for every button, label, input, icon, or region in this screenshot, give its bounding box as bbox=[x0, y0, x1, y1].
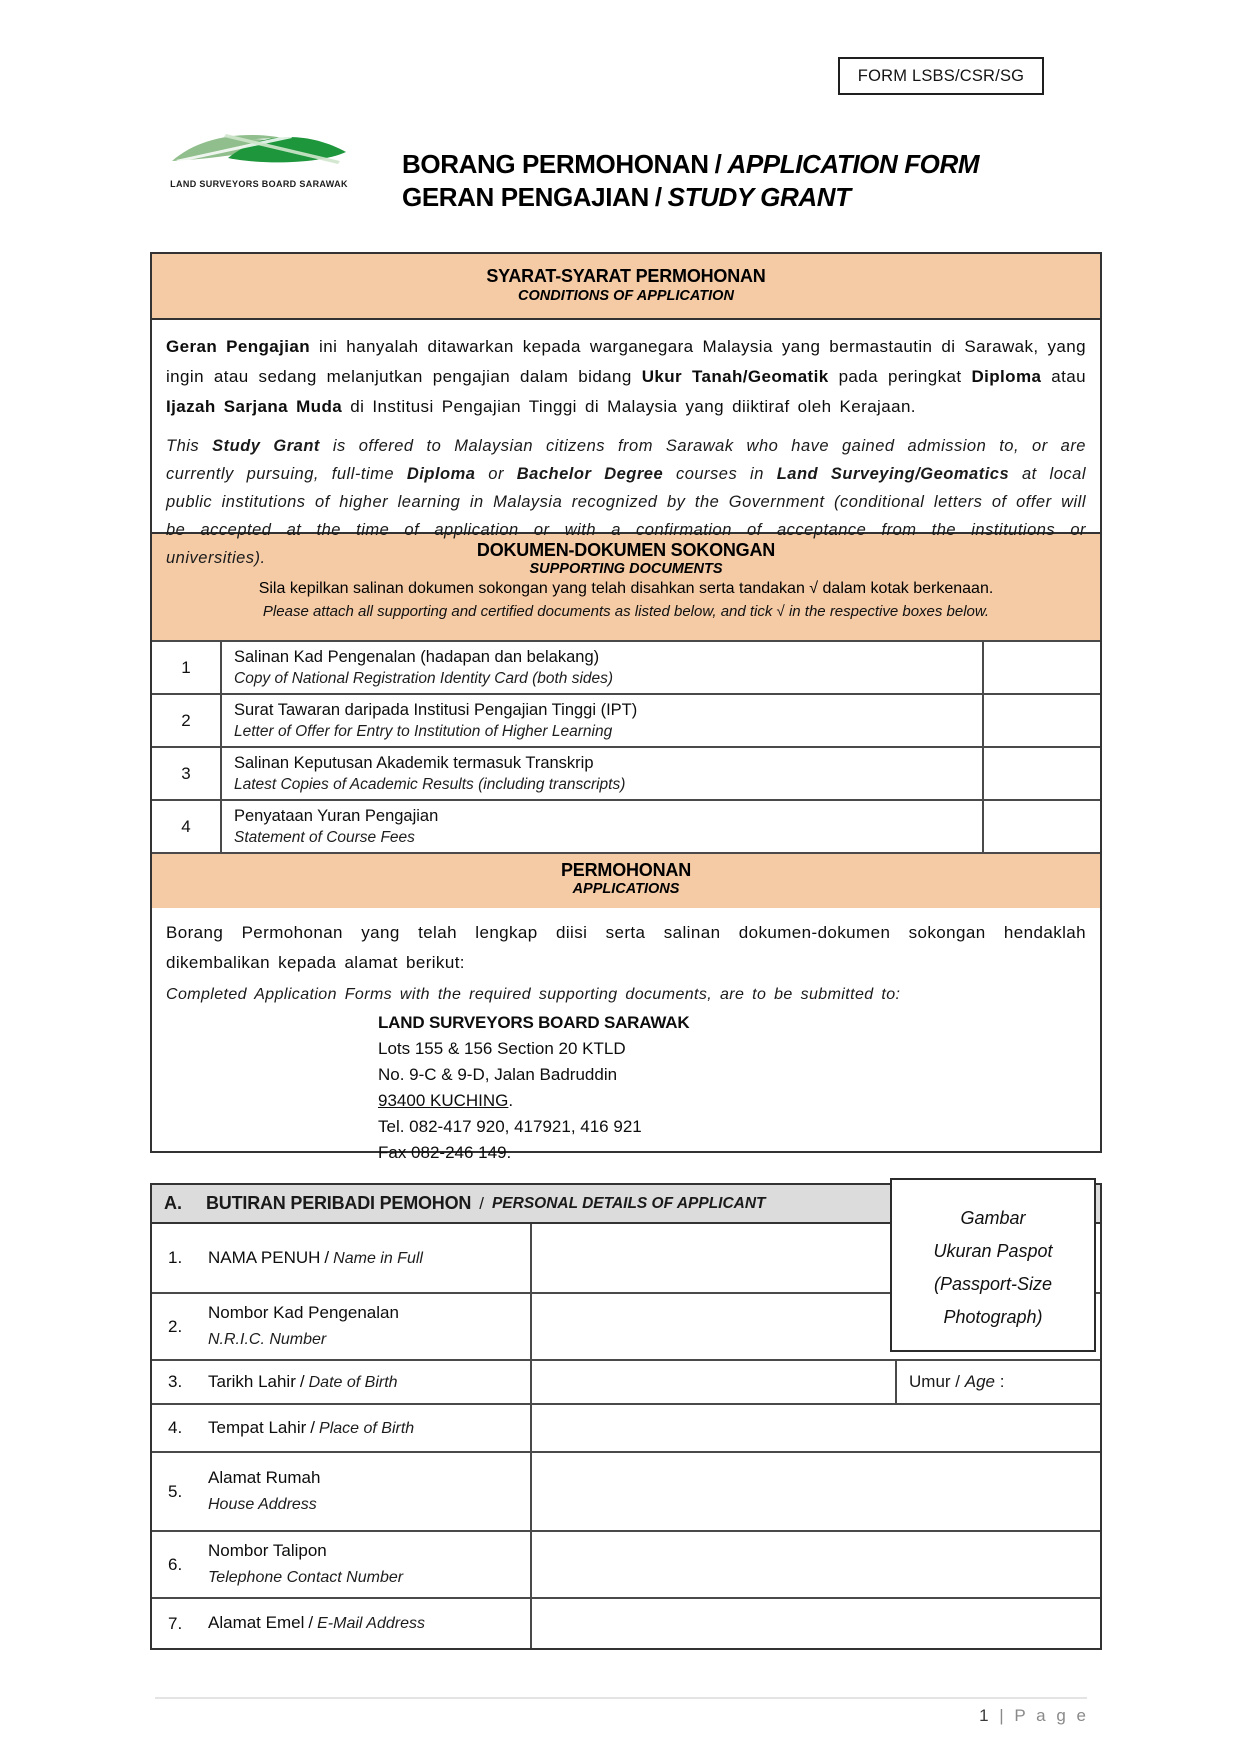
documents-header bbox=[152, 534, 1100, 640]
cond-en-bold-2: Diploma bbox=[406, 465, 476, 483]
page-number-value: 1 bbox=[979, 1706, 992, 1725]
documents-note-my: Sila kepilkan salinan dokumen sokongan yang telah disahkan serta tandakan √ dalam kotak berkenaan. bbox=[258, 580, 994, 597]
document-desc-en: Latest Copies of Academic Results (including transcripts) bbox=[234, 776, 626, 793]
cond-en-bold-1: Study Grant bbox=[212, 437, 320, 455]
place-of-birth-field[interactable] bbox=[530, 1405, 1100, 1451]
title-my-1: BORANG PERMOHONAN bbox=[402, 149, 709, 179]
age-label-colon: : bbox=[999, 1372, 1005, 1391]
section-a-heading-en: PERSONAL DETAILS OF APPLICANT bbox=[491, 1194, 766, 1212]
cond-en-text-2: is offered to Malaysian citizens from Sarawak who have gained admission to, or are currently pursuing, full-time bbox=[166, 437, 1086, 483]
form-title bbox=[402, 148, 979, 214]
row-label-text bbox=[208, 1538, 403, 1591]
label-en: Telephone Contact Number bbox=[208, 1569, 404, 1586]
cond-en-text-3: or bbox=[475, 465, 517, 483]
label-my: Tempat Lahir bbox=[208, 1417, 307, 1437]
address-line-1: Lots 155 & 156 Section 20 KTLD bbox=[378, 1039, 626, 1058]
main-form-box bbox=[150, 252, 1102, 1162]
documents-note-en: Please attach all supporting and certified documents as listed below, and tick √ in the respective boxes below. bbox=[262, 603, 990, 620]
document-desc-my: Salinan Keputusan Akademik termasuk Transkrip bbox=[234, 754, 594, 772]
cond-en-text-4: courses in bbox=[663, 465, 777, 483]
row-label bbox=[152, 1453, 530, 1530]
document-number: 2 bbox=[181, 710, 191, 730]
cond-en-text-1: This bbox=[166, 437, 213, 455]
address-city-line bbox=[378, 1088, 1086, 1114]
form-code-text: FORM LSBS/CSR/SG bbox=[857, 66, 1025, 85]
conditions-paragraph-my bbox=[166, 332, 1086, 422]
address-line-2: No. 9-C & 9-D, Jalan Badruddin bbox=[378, 1065, 618, 1084]
address-fax: Fax 082-246 149. bbox=[378, 1143, 512, 1162]
label-my: Alamat Rumah bbox=[208, 1468, 321, 1487]
row-house-address bbox=[152, 1451, 1100, 1530]
house-address-field[interactable] bbox=[530, 1453, 1100, 1530]
submission-address bbox=[378, 1010, 1086, 1166]
form-code-box bbox=[838, 57, 1044, 95]
document-description bbox=[220, 642, 984, 693]
address-city-period: . bbox=[508, 1091, 514, 1110]
document-desc-en: Copy of National Registration Identity Card (both sides) bbox=[234, 670, 614, 687]
section-a-separator: / bbox=[479, 1193, 484, 1213]
age-label-en: Age bbox=[964, 1372, 996, 1391]
age-label-separator: / bbox=[955, 1372, 961, 1391]
documents-heading-en: SUPPORTING DOCUMENTS bbox=[529, 561, 723, 577]
document-description bbox=[220, 748, 984, 799]
label-my: NAMA PENUH bbox=[208, 1247, 321, 1267]
document-number: 1 bbox=[181, 657, 191, 677]
row-number: 3. bbox=[168, 1372, 183, 1391]
label-separator: / bbox=[308, 1613, 314, 1632]
section-a-personal-details bbox=[150, 1183, 1102, 1650]
label-separator: / bbox=[310, 1417, 316, 1437]
document-desc-my: Penyataan Yuran Pengajian bbox=[234, 807, 439, 825]
document-desc-my: Salinan Kad Pengenalan (hadapan dan belakang) bbox=[234, 648, 600, 666]
label-separator: / bbox=[324, 1247, 330, 1267]
section-a-heading-my: BUTIRAN PERIBADI PEMOHON bbox=[206, 1193, 472, 1213]
documents-heading-my: DOKUMEN-DOKUMEN SOKONGAN bbox=[476, 540, 776, 560]
row-label-text bbox=[208, 1465, 320, 1518]
cond-my-bold-2: Ukur Tanah/Geomatik bbox=[641, 367, 829, 386]
document-number: 3 bbox=[181, 763, 191, 783]
document-row-3 bbox=[152, 746, 1100, 799]
title-my-2: GERAN PENGAJIAN bbox=[402, 182, 649, 212]
cond-my-bold-1: Geran Pengajian bbox=[166, 337, 311, 356]
applications-paragraph-en: Completed Application Forms with the required supporting documents, are to be submitted to: bbox=[166, 986, 901, 1003]
label-en: Name in Full bbox=[333, 1249, 423, 1267]
logo-graphic bbox=[170, 128, 348, 172]
document-row-4 bbox=[152, 799, 1100, 852]
date-of-birth-field[interactable] bbox=[530, 1361, 895, 1403]
row-place-of-birth bbox=[152, 1403, 1100, 1451]
label-en: N.R.I.C. Number bbox=[208, 1331, 327, 1348]
document-number: 4 bbox=[181, 816, 191, 836]
photo-box-line-1: Gambar bbox=[960, 1208, 1026, 1228]
document-desc-my: Surat Tawaran daripada Institusi Pengajian Tinggi (IPT) bbox=[234, 701, 638, 719]
cond-my-text-1: ini hanyalah ditawarkan kepada warganegara Malaysia yang bermastautin di Sarawak, yang ingin atau sedang melanjutkan pengajian dalam bidang bbox=[166, 337, 1086, 386]
document-desc-en: Statement of Course Fees bbox=[234, 829, 415, 846]
title-separator-2: / bbox=[654, 182, 662, 212]
age-cell[interactable] bbox=[895, 1361, 1100, 1403]
document-tick-box[interactable] bbox=[984, 801, 1100, 852]
cond-my-bold-4: Ijazah Sarjana Muda bbox=[166, 397, 343, 416]
document-tick-box[interactable] bbox=[984, 748, 1100, 799]
page-word: P a g e bbox=[1014, 1706, 1089, 1725]
form-title-line2 bbox=[402, 181, 979, 214]
conditions-heading-my: SYARAT-SYARAT PERMOHONAN bbox=[486, 266, 766, 286]
document-tick-box[interactable] bbox=[984, 642, 1100, 693]
org-logo bbox=[170, 128, 348, 189]
photo-box-line-3: (Passport-Size bbox=[933, 1274, 1053, 1294]
row-date-of-birth bbox=[152, 1359, 1100, 1403]
document-row-2 bbox=[152, 693, 1100, 746]
photo-box-line-2: Ukuran Paspot bbox=[933, 1241, 1053, 1261]
cond-my-text-4: di Institusi Pengajian Tinggi di Malaysia yang diiktiraf oleh Kerajaan. bbox=[342, 397, 916, 416]
address-city: 93400 KUCHING bbox=[378, 1091, 509, 1110]
label-en: Date of Birth bbox=[308, 1373, 398, 1391]
title-en-1: APPLICATION FORM bbox=[727, 149, 980, 179]
form-title-line1 bbox=[402, 148, 979, 181]
conditions-header bbox=[152, 254, 1100, 320]
row-number: 1. bbox=[168, 1248, 183, 1267]
row-number: 4. bbox=[168, 1418, 183, 1437]
applications-header bbox=[152, 852, 1100, 908]
row-label bbox=[152, 1405, 530, 1451]
row-number: 7. bbox=[168, 1613, 183, 1633]
label-separator: / bbox=[299, 1371, 305, 1391]
conditions-heading-en: CONDITIONS OF APPLICATION bbox=[518, 288, 734, 304]
row-label bbox=[152, 1599, 530, 1648]
document-tick-box[interactable] bbox=[984, 695, 1100, 746]
row-label-text bbox=[208, 1245, 423, 1272]
row-telephone-number bbox=[152, 1530, 1100, 1597]
title-en-2: STUDY GRANT bbox=[667, 182, 851, 212]
row-label bbox=[152, 1532, 530, 1597]
document-row-1 bbox=[152, 640, 1100, 693]
footer-divider bbox=[155, 1697, 1087, 1699]
cond-my-text-2: pada peringkat bbox=[828, 367, 972, 386]
label-my: Alamat Emel bbox=[208, 1613, 305, 1632]
document-description bbox=[220, 695, 984, 746]
row-number: 5. bbox=[168, 1481, 183, 1501]
passport-photo-box[interactable] bbox=[890, 1178, 1096, 1352]
page-number bbox=[979, 1706, 1089, 1726]
applications-heading-my: PERMOHONAN bbox=[560, 860, 691, 880]
label-en: E-Mail Address bbox=[317, 1615, 425, 1632]
cond-en-bold-3: Bachelor Degree bbox=[516, 465, 664, 483]
cond-my-text-3: atau bbox=[1041, 367, 1086, 386]
logo-caption: LAND SURVEYORS BOARD SARAWAK bbox=[170, 179, 348, 189]
row-email-address bbox=[152, 1597, 1100, 1648]
telephone-number-field[interactable] bbox=[530, 1532, 1100, 1597]
applications-body bbox=[152, 908, 1100, 1162]
applications-heading-en: APPLICATIONS bbox=[572, 881, 680, 897]
label-my: Nombor Talipon bbox=[208, 1541, 327, 1560]
label-en: Place of Birth bbox=[319, 1419, 415, 1437]
row-label-text bbox=[208, 1415, 414, 1442]
document-desc-en: Letter of Offer for Entry to Institution of Higher Learning bbox=[234, 723, 613, 740]
photo-box-line-4: Photograph) bbox=[943, 1307, 1043, 1327]
row-label-text bbox=[208, 1369, 398, 1396]
cond-en-bold-4: Land Surveying/Geomatics bbox=[776, 465, 1010, 483]
label-my: Tarikh Lahir bbox=[208, 1371, 296, 1391]
cond-my-bold-3: Diploma bbox=[971, 367, 1042, 386]
cond-en-text-5: at local public institutions of higher learning in Malaysia recognized by the Government (conditional letters of offer will be accepted at the time of application or with a confirmation of acceptance from the institutions or universities). bbox=[166, 465, 1086, 567]
row-label bbox=[152, 1361, 530, 1403]
row-label-text bbox=[208, 1610, 425, 1637]
row-label-text bbox=[208, 1300, 399, 1353]
row-label bbox=[152, 1294, 530, 1359]
title-separator-1: / bbox=[714, 149, 722, 179]
section-a-label: A. bbox=[164, 1193, 182, 1213]
label-my: Nombor Kad Pengenalan bbox=[208, 1303, 399, 1322]
label-en: House Address bbox=[208, 1496, 317, 1513]
age-label-my: Umur bbox=[909, 1372, 951, 1391]
address-org-name: LAND SURVEYORS BOARD SARAWAK bbox=[378, 1013, 690, 1032]
row-number: 6. bbox=[168, 1554, 183, 1574]
row-number: 2. bbox=[168, 1316, 183, 1336]
row-label bbox=[152, 1224, 530, 1292]
address-telephone: Tel. 082-417 920, 417921, 416 921 bbox=[378, 1117, 642, 1136]
applications-paragraph-my: Borang Permohonan yang telah lengkap diisi serta salinan dokumen-dokumen sokongan hendaklah dikembalikan kepada alamat berikut: bbox=[166, 923, 1086, 972]
email-address-field[interactable] bbox=[530, 1599, 1100, 1648]
page-number-separator: | bbox=[999, 1706, 1007, 1725]
document-description bbox=[220, 801, 984, 852]
